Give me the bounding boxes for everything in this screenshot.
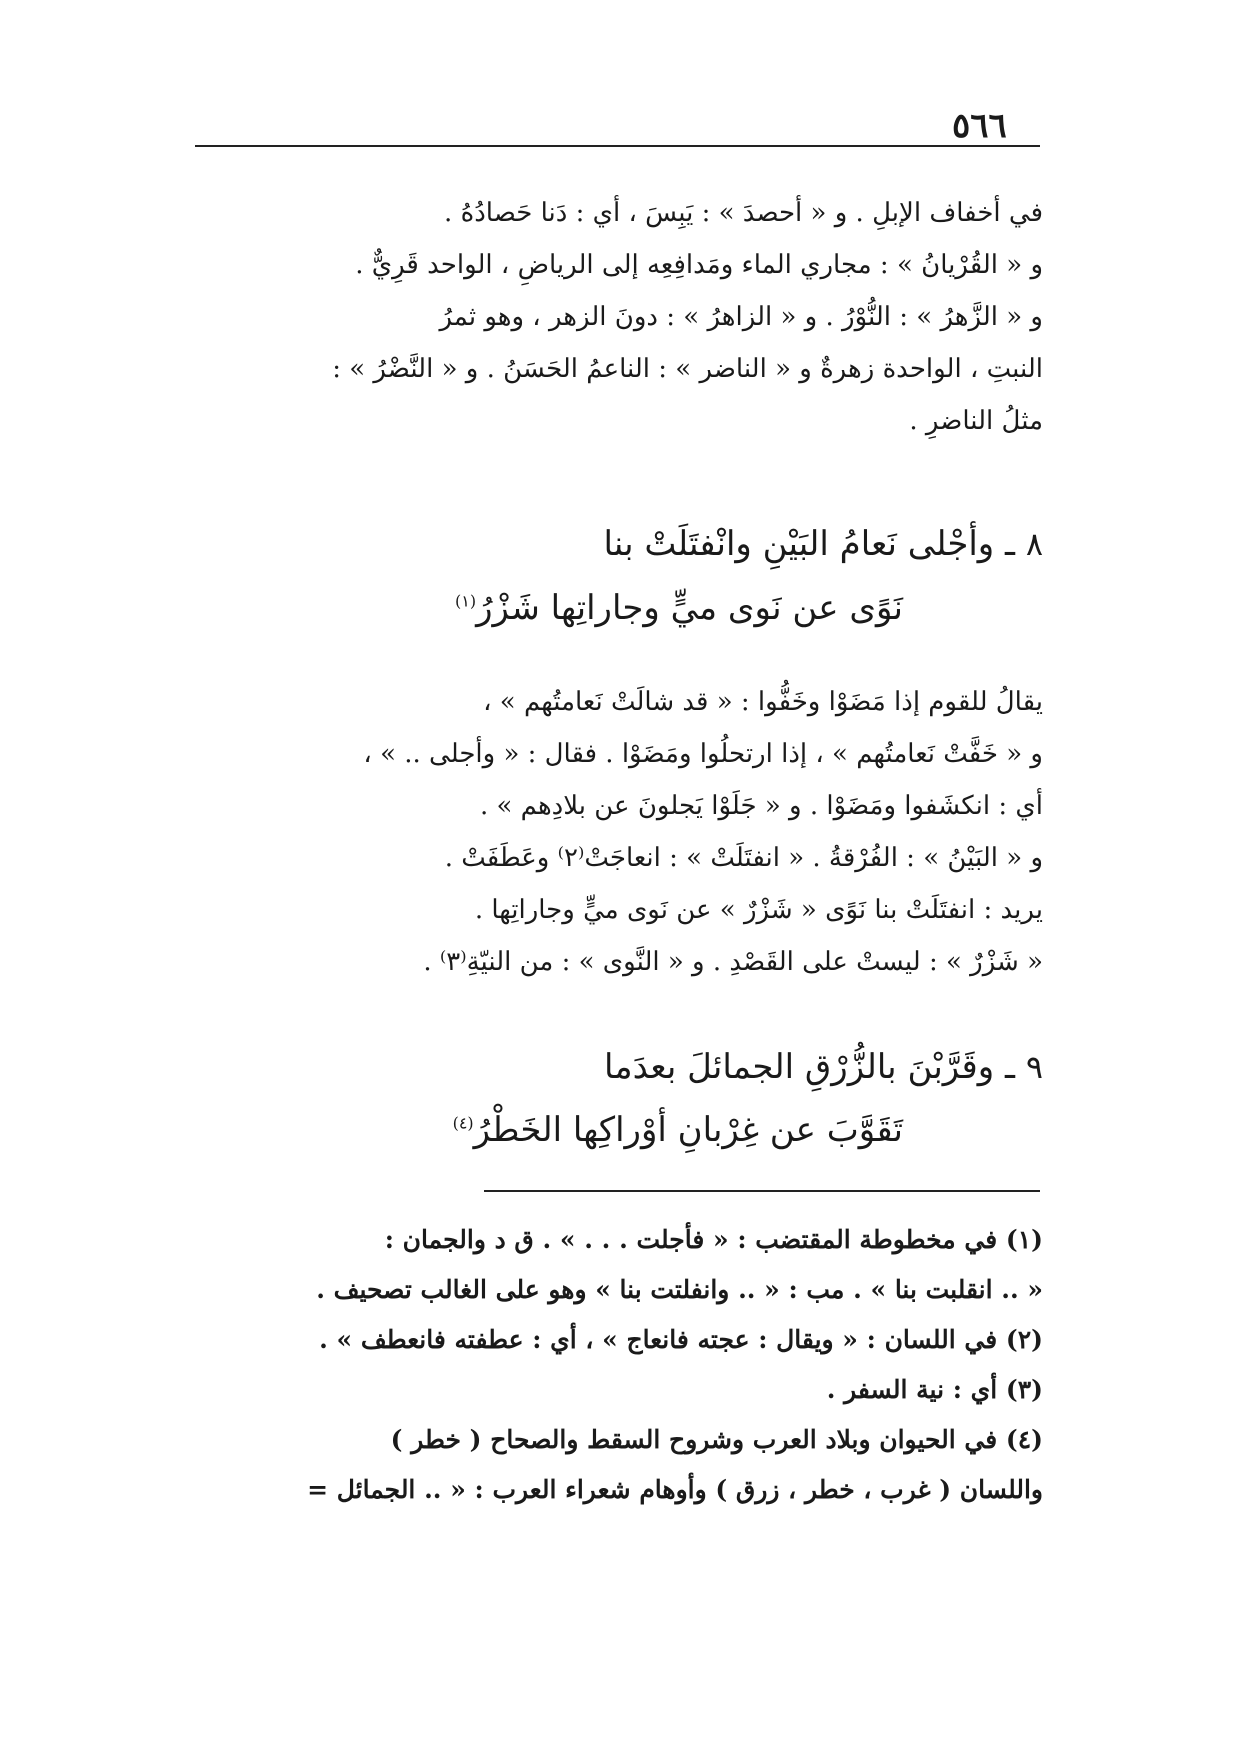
text-line: يريد : انفتَلَتْ بنا نَوًى « شَزْرٌ » عن نَوى ميٍّ وجاراتِها . xyxy=(474,895,1043,925)
verse-dash: ـ xyxy=(994,524,1015,564)
verse-text: نَوًى عن نَوى ميٍّ وجاراتِها شَزْرُ xyxy=(476,588,903,628)
footnote-mark: (٤) xyxy=(452,1113,474,1133)
page-number: ٥٦٦ xyxy=(952,106,1007,146)
footnote-line: (١) في مخطوطة المقتضب : « فأجلت . . . » . ق د والجمان : xyxy=(384,1225,1043,1254)
verse-number: ٩ xyxy=(1025,1048,1043,1086)
text-line: أي : انكشَفوا ومَضَوْا . و « جَلَوْا يَجلونَ عن بلادِهم » . xyxy=(479,791,1043,821)
footnotes xyxy=(193,1215,1043,1515)
footnote-mark: (١) xyxy=(455,591,477,611)
text-line: في أخفاف الإبلِ . و « أحصدَ » : يَبِسَ ، أي : دَنا حَصادُهُ . xyxy=(444,198,1043,228)
footnote-line: « .. انقلبت بنا » . مب : « .. وانفلتت بنا » وهو على الغالب تصحيف . xyxy=(316,1275,1043,1304)
verse-9-hemistich-1 xyxy=(604,1047,1043,1087)
text-line: و « الزَّهرُ » : النُّوْرُ . و « الزاهرُ » : دونَ الزهر ، وهو ثمرُ xyxy=(439,302,1043,332)
verse-text: وأجْلى نَعامُ البَيْنِ وانْفتَلَتْ بنا xyxy=(603,524,995,564)
footnote-rule xyxy=(484,1190,1040,1192)
text-line: و « القُرْيانُ » : مجاري الماء ومَدافِعِه إلى الرياضِ ، الواحد قَرِيٌّ . xyxy=(355,250,1043,280)
text-line: و « البَيْنُ » : الفُرْقةُ . « انفتَلَتْ » : انعاجَتْ⁽٢⁾ وعَطَفَتْ . xyxy=(444,843,1043,873)
verse-8-hemistich-2 xyxy=(455,588,903,628)
footnote-line: (٣) أي : نية السفر . xyxy=(826,1375,1043,1404)
header-rule xyxy=(195,145,1040,147)
verse-8-hemistich-1 xyxy=(604,524,1043,564)
footnote-line: واللسان ( غرب ، خطر ، زرق ) وأوهام شعراء العرب : « .. الجمائل = xyxy=(307,1475,1043,1504)
verse-dash: ـ xyxy=(994,1047,1015,1087)
text-line: النبتِ ، الواحدة زهرةٌ و « الناضر » : الناعمُ الحَسَنُ . و « النَّضْرُ » : xyxy=(332,354,1043,384)
verse-9-hemistich-2 xyxy=(453,1110,903,1150)
text-line: و « خَفَّتْ نَعامتُهم » ، إذا ارتحلُوا ومَضَوْا . فقال : « وأجلى .. » ، xyxy=(363,739,1043,769)
verse-text: وقَرَّبْنَ بالزُّرْقِ الجمائلَ بعدَما xyxy=(604,1047,995,1087)
verse-text: تَقَوَّبَ عن غِرْبانِ أوْراكِها الخَطْرُ xyxy=(473,1110,903,1150)
commentary-paragraph-2 xyxy=(193,676,1043,988)
verse-number: ٨ xyxy=(1025,525,1043,563)
text-line: يقالُ للقوم إذا مَضَوْا وخَفُّوا : « قد شالَتْ نَعامتُهم » ، xyxy=(483,687,1043,717)
footnote-line: (٤) في الحيوان وبلاد العرب وشروح السقط والصحاح ( خطر ) xyxy=(390,1425,1043,1454)
footnote-line: (٢) في اللسان : « ويقال : عجته فانعاج » ، أي : عطفته فانعطف » . xyxy=(319,1325,1043,1354)
text-line: « شَزْرٌ » : ليستْ على القَصْدِ . و « النَّوى » : من النيّةِ⁽٣⁾ . xyxy=(423,947,1043,977)
commentary-paragraph-1 xyxy=(193,187,1043,447)
text-line: مثلُ الناضرِ . xyxy=(909,406,1043,436)
